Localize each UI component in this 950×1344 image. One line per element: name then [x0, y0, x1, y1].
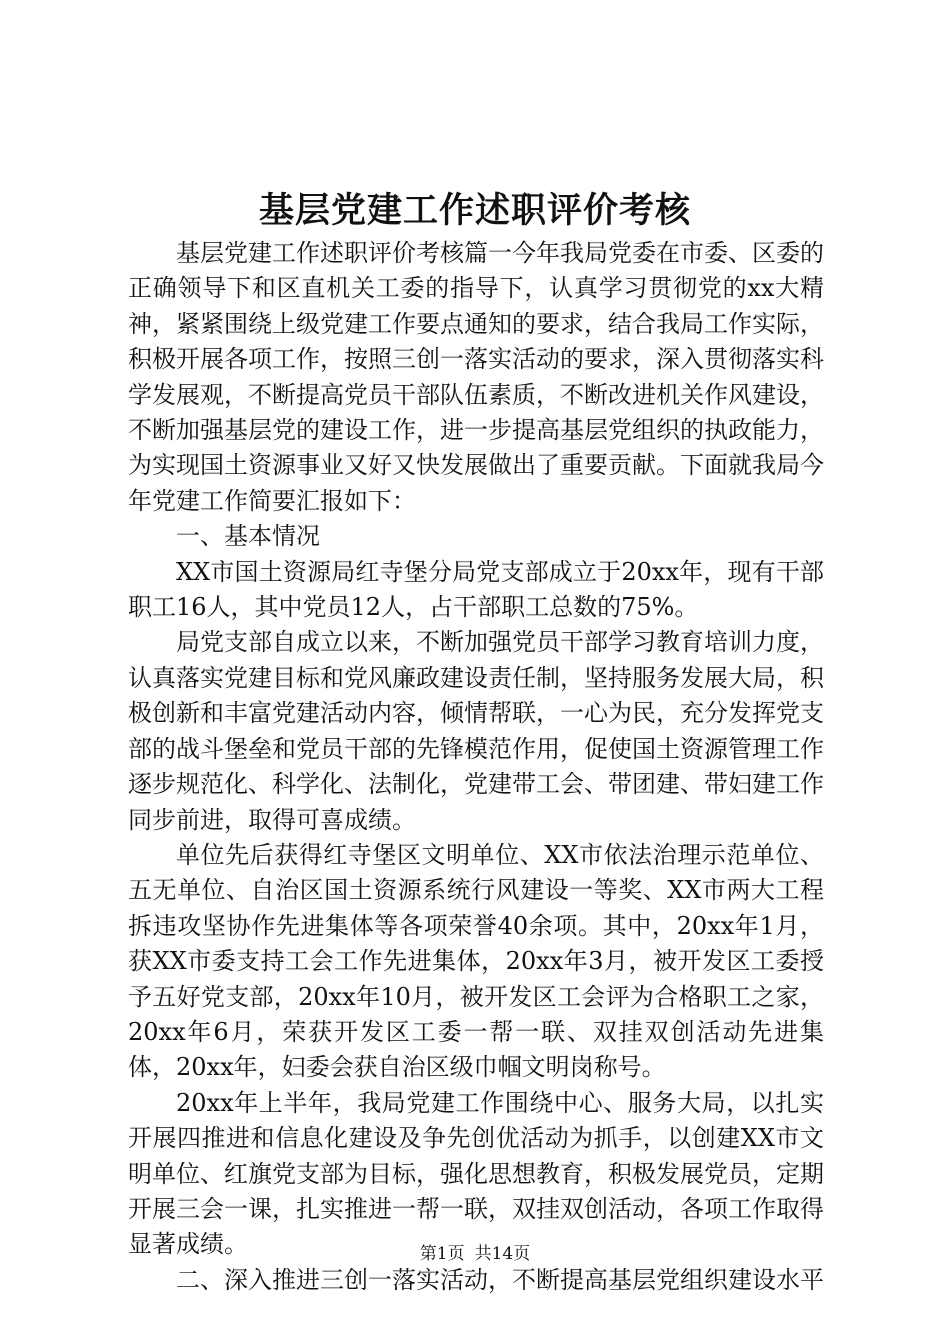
paragraph-branch-work: 局党支部自成立以来，不断加强党员干部学习教育培训力度，认真落实党建目标和党风廉政建设责任制，坚持服务发展大局，积极创新和丰富党建活动内容，倾情帮联，一心为民，充分发挥党支部的战斗堡垒和党员干部的先锋模范作用，促使国土资源管理工作逐步规范化、科学化、法制化，党建带工会、带团建、带妇建工作同步前进，取得可喜成绩。 [128, 628, 824, 834]
page-total: 共14页 [474, 1244, 531, 1264]
paragraph-first-half-year: 20xx年上半年，我局党建工作围绕中心、服务大局，以扎实开展四推进和信息化建设及争先创优活动为抓手，以创建XX市文明单位、红旗党支部为目标，强化思想教育，积极发展党员，定期开展三会一课，扎实推进一帮一联，双挂双创活动，各项工作取得显著成绩。 [128, 1088, 824, 1259]
paragraph-branch-founding: XX市国土资源局红寺堡分局党支部成立于20xx年，现有干部职工16人，其中党员12人，占干部职工总数的75%。 [128, 557, 824, 622]
heading-section-two: 二、深入推进三创一落实活动，不断提高基层党组织建设水平 [176, 1265, 824, 1294]
document-body [128, 236, 824, 1298]
heading-basic-situation: 一、基本情况 [176, 522, 320, 551]
page-footer [0, 1242, 950, 1266]
page-number: 第1页 [419, 1244, 465, 1264]
paragraph-intro: 基层党建工作述职评价考核篇一今年我局党委在市委、区委的正确领导下和区直机关工委的指导下，认真学习贯彻党的xx大精神，紧紧围绕上级党建工作要点通知的要求，结合我局工作实际，积极开展各项工作，按照三创一落实活动的要求，深入贯彻落实科学发展观，不断提高党员干部队伍素质，不断改进机关作风建设，不断加强基层党的建设工作，进一步提高基层党组织的执政能力，为实现国土资源事业又好又快发展做出了重要贡献。下面就我局今年党建工作简要汇报如下： [128, 239, 824, 515]
paragraph-honors: 单位先后获得红寺堡区文明单位、XX市依法治理示范单位、五无单位、自治区国土资源系统行风建设一等奖、XX市两大工程拆违攻坚协作先进集体等各项荣誉40余项。其中，20xx年1月，获XX市委支持工会工作先进集体，20xx年3月，被开发区工委授予五好党支部，20xx年10月，被开发区工会评为合格职工之家，20xx年6月，荣获开发区工委一帮一联、双挂双创活动先进集体，20xx年，妇委会获自治区级巾帼文明岗称号。 [128, 840, 824, 1082]
document-title: 基层党建工作述职评价考核 [258, 190, 691, 231]
